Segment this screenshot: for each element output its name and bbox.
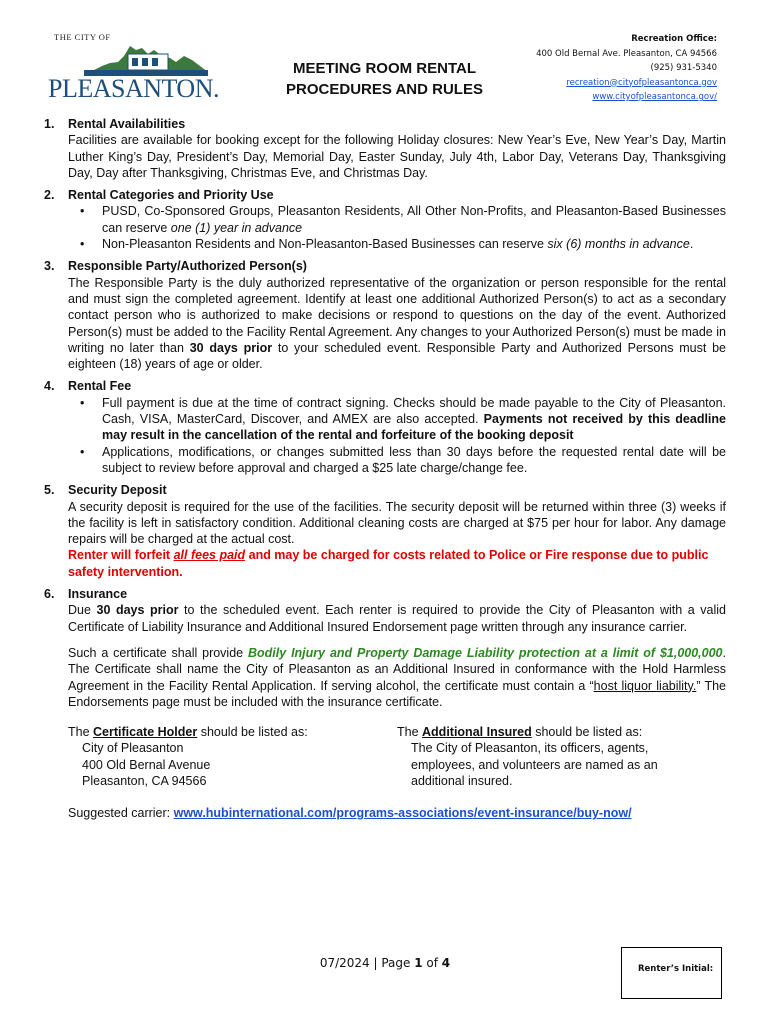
insurance-paragraph-1: Due 30 days prior to the scheduled event. Each renter is required to provide the City of Pleasanton with a valid Certificate of Liability Insurance and Additional Insured Endorsement page written through any insurance carrier. [68,603,726,634]
forfeit-warning: Renter will forfeit all fees paid and may be charged for costs related to Police or Fire response due to public safety intervention. [68,548,709,579]
section-number: 5. [44,483,55,498]
section-number: 1. [44,117,55,131]
section-rental-categories [44,187,726,252]
section-insurance [44,586,726,822]
office-phone: (925) 931-5340 [650,63,717,73]
section-heading: Responsible Party/Authorized Person(s) [68,259,307,274]
section-body: Facilities are available for booking except for the following Holiday closures: New Year’s Eve, New Year’s Day, Martin Luther King’s Day, President’s Day, Memorial Day, Easter Sunday, July 4th, Labor Day, Veterans Day, Thanksgiving Day, Day after Thanksgiving, Christmas Eve, and Christmas Day. [68,133,726,180]
bullet-item: • PUSD, Co-Sponsored Groups, Pleasanton Residents, All Other Non-Profits, and Pleasanton-Based Businesses can reserve one (1) year in advance [68,203,726,236]
section-heading: Security Deposit [68,483,167,498]
title-line-2: PROCEDURES AND RULES [286,81,483,98]
section-number: 6. [44,587,55,602]
office-website-link[interactable]: www.cityofpleasantonca.gov/ [592,92,717,102]
section-heading: Rental Fee [68,379,132,394]
logo-name: PLEASANTON. [48,74,219,103]
rules-content [44,116,726,828]
section-heading: Rental Categories and Priority Use [68,188,274,203]
bullet-item: • Non-Pleasanton Residents and Non-Pleasanton-Based Businesses can reserve six (6) months in advance. [68,236,726,252]
renter-initial-box[interactable] [621,947,722,999]
office-heading: Recreation Office: [631,34,717,44]
section-rental-availabilities [44,116,726,181]
office-contact [536,32,717,105]
bullet-item: • Full payment is due at the time of contract signing. Checks should be made payable to the City of Pleasanton. Cash, VISA, MasterCard, Discover, and AMEX are also accepted. Payments not received by this deadline may result in the cancellation of the rental and forfeiture of the booking deposit [68,395,726,444]
section-number: 2. [44,188,55,203]
section-heading: Insurance [68,587,128,602]
section-rental-fee [44,378,726,476]
carrier-link[interactable]: www.hubinternational.com/programs-associations/event-insurance/buy-now/ [173,806,632,821]
insured-columns [68,724,726,789]
section-responsible-party [44,258,726,372]
suggested-carrier: Suggested carrier: www.hubinternational.com/programs-associations/event-insurance/buy-now/ [68,806,632,821]
section-body: A security deposit is required for the use of the facilities. The security deposit will be returned within three (3) weeks if the facility is left in satisfactory condition. Additional cleaning costs are charged at $75 per hour for labor. Any damage repairs will be charged at the actual cost. [68,499,726,547]
additional-insured-block: The Additional Insured should be listed as: The City of Pleasanton, its officers, agents, employees, and volunteers are named as an additional insured. [397,725,658,788]
section-security-deposit [44,482,726,580]
section-heading: Rental Availabilities [68,117,186,131]
certificate-holder-block: The Certificate Holder should be listed as: City of Pleasanton 400 Old Bernal Avenue Pleasanton, CA 94566 [68,725,308,788]
page-footer: 07/2024 | Page 1 of 4 [319,956,451,970]
title-line-1: MEETING ROOM RENTAL [292,60,477,77]
section-number: 3. [44,259,55,274]
office-email-link[interactable]: recreation@cityofpleasantonca.gov [566,77,717,88]
logo-city-of: THE CITY OF [54,32,111,42]
bullet-item: • Applications, modifications, or changes submitted less than 30 days before the requested rental date will be subject to review before approval and charged a $25 late charge/change fee. [68,444,726,477]
city-logo [48,32,219,103]
section-number: 4. [44,379,55,394]
section-body: The Responsible Party is the duly authorized representative of the organization or person responsible for the rental and must sign the completed agreement. Identify at least one additional Authorized Person(s) to act as a secondary contact person who is authorized to make decisions or respond to questions on the day of the event. Authorized Person(s) must be added to the Facility Rental Agreement. Any changes to your Authorized Person(s) must be made in writing no later than 30 days prior to your scheduled event. Responsible Party and Authorized Persons must be eighteen (18) years of age or older. [68,275,726,372]
skyline-icon [84,36,208,76]
office-address: 400 Old Bernal Ave. Pleasanton, CA 94566 [536,48,717,59]
insurance-paragraph-2: Such a certificate shall provide Bodily Injury and Property Damage Liability protection at a limit of $1,000,000. The Certificate shall name the City of Pleasanton as an Additional Insured in conformance with the Hold Harmless Agreement in the Facility Rental Application. If serving alcohol, the certificate must contain a “host liquor liability.” The Endorsements page must be included with the insurance certificate. [68,645,727,709]
page-title [262,58,507,100]
renter-initial-label: Renter’s Initial: [638,964,714,974]
